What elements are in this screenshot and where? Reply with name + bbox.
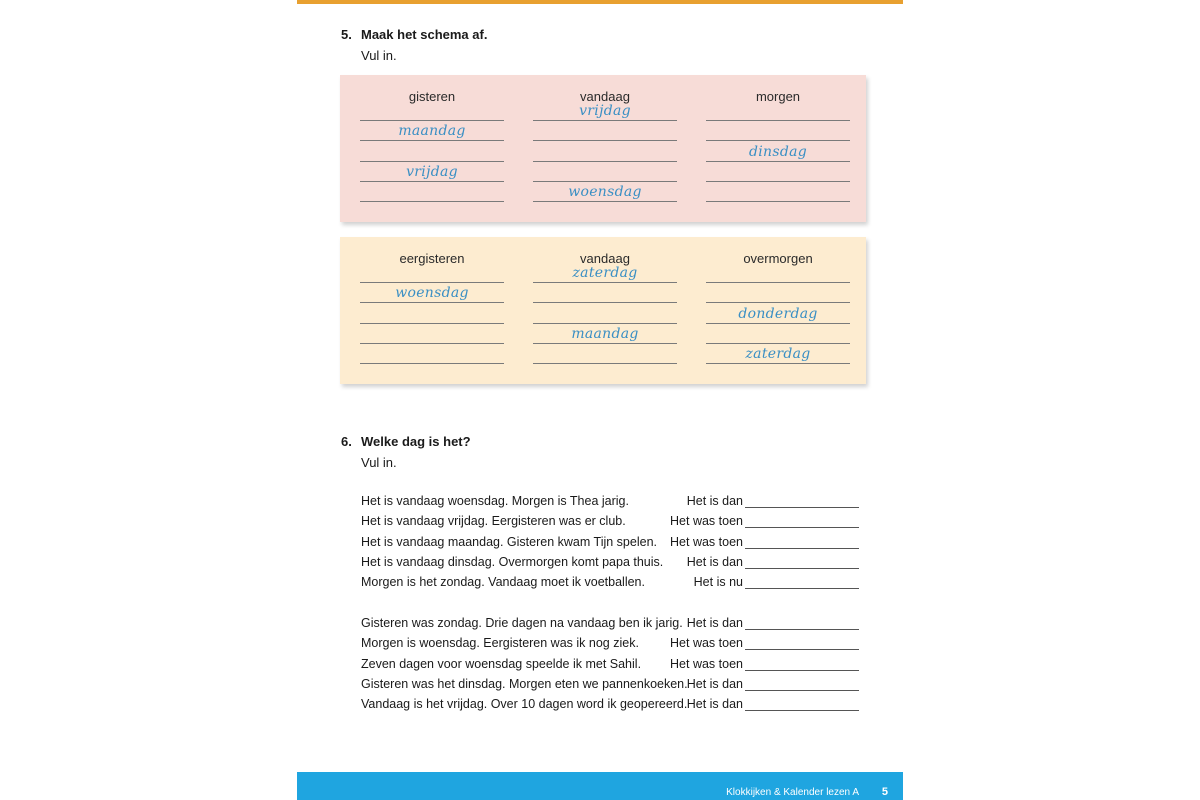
- answer-line[interactable]: [360, 181, 504, 202]
- answer-line[interactable]: [360, 141, 504, 162]
- answer-line[interactable]: [745, 649, 859, 650]
- handwritten-answer: vrijdag: [406, 163, 458, 180]
- schema-table-2: [340, 237, 866, 384]
- answer-line[interactable]: [745, 548, 859, 549]
- answer-line[interactable]: [706, 161, 850, 182]
- answer-line[interactable]: [360, 120, 504, 141]
- answer-line[interactable]: [533, 323, 677, 344]
- answer-line[interactable]: [706, 262, 850, 283]
- answer-line[interactable]: [533, 303, 677, 324]
- handwritten-answer: zaterdag: [572, 265, 638, 281]
- answer-prompt: Het is dan: [686, 676, 743, 691]
- question-sentence: Gisteren was zondag. Drie dagen na vandaag ben ik jarig.: [361, 616, 683, 630]
- question-sentence: Morgen is woensdag. Eergisteren was ik nog ziek.: [361, 636, 639, 651]
- question-sentence: Het is vandaag dinsdag. Overmorgen komt papa thuis.: [361, 554, 664, 569]
- answer-line[interactable]: [745, 568, 859, 569]
- answer-line[interactable]: [360, 282, 504, 303]
- question-row: [361, 677, 861, 697]
- answer-line[interactable]: [745, 710, 859, 711]
- answer-line[interactable]: [360, 161, 504, 182]
- answer-line[interactable]: [706, 120, 850, 141]
- exercise-6-title: Welke dag is het?: [361, 434, 471, 449]
- answer-line[interactable]: [533, 120, 677, 141]
- question-sentence: Zeven dagen voor woensdag speelde ik met Sahil.: [361, 656, 642, 671]
- footer-book-title: Klokkijken & Kalender lezen A: [726, 787, 859, 798]
- handwritten-answer: woensdag: [568, 184, 642, 201]
- footer-page-number: 5: [881, 786, 888, 798]
- answer-line[interactable]: [360, 262, 504, 283]
- question-row: [361, 514, 861, 534]
- answer-line[interactable]: [745, 690, 859, 691]
- answer-line[interactable]: [533, 181, 677, 202]
- answer-line[interactable]: [360, 343, 504, 364]
- schema-table-1: [340, 75, 866, 222]
- question-row: [361, 636, 861, 656]
- handwritten-answer: dinsdag: [748, 143, 807, 160]
- question-sentence: Vandaag is het vrijdag. Over 10 dagen word ik geopereerd.: [361, 697, 688, 712]
- answer-prompt: Het is dan: [686, 494, 743, 508]
- top-accent-bar: [297, 0, 903, 4]
- question-row: [361, 555, 861, 575]
- question-sentence: Het is vandaag maandag. Gisteren kwam Tijn spelen.: [361, 534, 657, 549]
- question-sentence: Het is vandaag woensdag. Morgen is Thea jarig.: [361, 494, 629, 508]
- answer-line[interactable]: [360, 303, 504, 324]
- column-header: eergisteren: [399, 251, 465, 266]
- answer-line[interactable]: [360, 323, 504, 344]
- answer-line[interactable]: [745, 629, 859, 630]
- answer-line[interactable]: [706, 141, 850, 162]
- handwritten-answer: donderdag: [738, 305, 818, 322]
- column-header: morgen: [755, 89, 801, 104]
- answer-line[interactable]: [706, 282, 850, 303]
- question-row: [361, 657, 861, 677]
- question-row: [361, 616, 861, 636]
- question-sentence: Het is vandaag vrijdag. Eergisteren was er club.: [361, 514, 626, 529]
- answer-prompt: Het is dan: [686, 554, 743, 569]
- answer-line[interactable]: [706, 100, 850, 121]
- answer-line[interactable]: [533, 343, 677, 364]
- answer-line[interactable]: [706, 181, 850, 202]
- answer-prompt: Het was toen: [670, 656, 743, 671]
- exercise-6-heading: [341, 434, 471, 449]
- answer-prompt: Het was toen: [670, 636, 743, 651]
- handwritten-answer: vrijdag: [579, 103, 631, 119]
- answer-prompt: Het was toen: [670, 534, 743, 549]
- answer-line[interactable]: [533, 282, 677, 303]
- answer-line[interactable]: [745, 527, 859, 528]
- question-row: [361, 535, 861, 555]
- answer-line[interactable]: [533, 100, 677, 121]
- exercise-6-instruction: Vul in.: [361, 455, 397, 470]
- question-sentence: Gisteren was het dinsdag. Morgen eten we pannenkoeken.: [361, 676, 688, 691]
- question-row: [361, 494, 861, 514]
- answer-line[interactable]: [533, 141, 677, 162]
- column-header: gisteren: [408, 89, 456, 104]
- answer-line[interactable]: [706, 343, 850, 364]
- exercise-6-number: 6.: [341, 434, 352, 449]
- answer-prompt: Het is dan: [686, 697, 743, 712]
- handwritten-answer: zaterdag: [745, 346, 811, 363]
- answer-line[interactable]: [706, 303, 850, 324]
- answer-prompt: Het is nu: [693, 575, 743, 590]
- answer-line[interactable]: [706, 323, 850, 344]
- handwritten-answer: maandag: [398, 123, 466, 140]
- exercise-5-instruction: Vul in.: [361, 48, 397, 63]
- answer-line[interactable]: [745, 588, 859, 589]
- exercise-5-number: 5.: [341, 27, 352, 42]
- answer-line[interactable]: [533, 161, 677, 182]
- answer-line[interactable]: [745, 670, 859, 671]
- column-header: vandaag: [580, 251, 630, 266]
- exercise-5-title: Maak het schema af.: [361, 27, 488, 42]
- answer-line[interactable]: [745, 507, 859, 508]
- column-header: vandaag: [580, 89, 630, 104]
- question-row: [361, 697, 861, 717]
- exercise-5-heading: [341, 27, 487, 42]
- answer-prompt: Het is dan: [686, 616, 743, 630]
- handwritten-answer: woensdag: [395, 285, 469, 302]
- answer-line[interactable]: [360, 100, 504, 121]
- answer-prompt: Het was toen: [670, 514, 743, 529]
- handwritten-answer: maandag: [571, 325, 639, 342]
- workbook-page: [297, 0, 903, 800]
- question-row: [361, 575, 861, 595]
- question-sentence: Morgen is het zondag. Vandaag moet ik voetballen.: [361, 575, 645, 590]
- answer-line[interactable]: [533, 262, 677, 283]
- column-header: overmorgen: [743, 251, 813, 266]
